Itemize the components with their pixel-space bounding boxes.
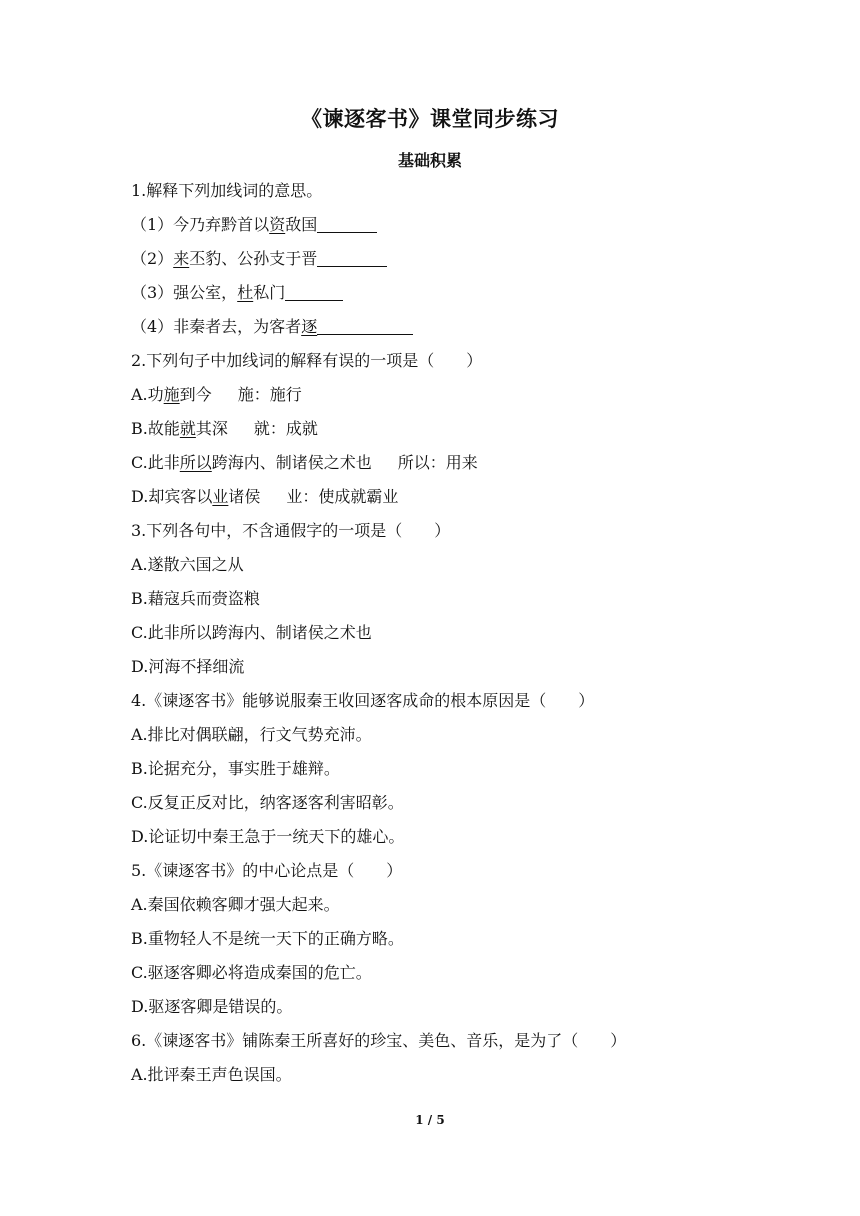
answer-blank[interactable] bbox=[317, 318, 413, 335]
question-1-item: （3）强公室，杜私门 bbox=[131, 282, 343, 304]
question-3-stem: 3.下列各句中，不含通假字的一项是（ ） bbox=[131, 521, 451, 540]
question-1-stem: 1.解释下列加线词的意思。 bbox=[131, 181, 323, 200]
question-1-item: （4）非秦者去，为客者逐 bbox=[131, 316, 413, 338]
question-4-option: A.排比对偶联翩，行文气势充沛。 bbox=[131, 725, 372, 744]
page-number: 1 / 5 bbox=[415, 1113, 445, 1127]
question-2-option: C.此非所以跨海内、制诸侯之术也 所以：用来 bbox=[131, 453, 478, 472]
question-1-item: （2）来丕豹、公孙支于晋 bbox=[131, 248, 387, 270]
question-5-option: B.重物轻人不是统一天下的正确方略。 bbox=[131, 929, 404, 948]
question-2-option: A.功施到今 施：施行 bbox=[131, 385, 302, 404]
question-4-option: D.论证切中秦王急于一统天下的雄心。 bbox=[131, 827, 405, 846]
section-heading: 基础积累 bbox=[397, 151, 462, 170]
question-5-option: C.驱逐客卿必将造成秦国的危亡。 bbox=[131, 963, 372, 982]
question-3-option: D.河海不择细流 bbox=[131, 657, 245, 676]
question-3-option: A.遂散六国之从 bbox=[131, 555, 244, 574]
question-4-option: B.论据充分，事实胜于雄辩。 bbox=[131, 759, 340, 778]
question-5-option: D.驱逐客卿是错误的。 bbox=[131, 997, 293, 1016]
question-6-option: A.批评秦王声色误国。 bbox=[131, 1065, 292, 1084]
question-3-option: C.此非所以跨海内、制诸侯之术也 bbox=[131, 623, 372, 642]
question-5-stem: 5.《谏逐客书》的中心论点是（ ） bbox=[131, 861, 403, 880]
answer-blank[interactable] bbox=[317, 250, 387, 267]
page-title: 《谏逐客书》课堂同步练习 bbox=[301, 106, 559, 131]
question-6-stem: 6.《谏逐客书》铺陈秦王所喜好的珍宝、美色、音乐，是为了（ ） bbox=[131, 1031, 627, 1050]
question-2-option: B.故能就其深 就：成就 bbox=[131, 419, 318, 438]
answer-blank[interactable] bbox=[317, 216, 377, 233]
question-4-stem: 4.《谏逐客书》能够说服秦王收回逐客成命的根本原因是（ ） bbox=[131, 691, 595, 710]
question-2-stem: 2.下列句子中加线词的解释有误的一项是（ ） bbox=[131, 351, 483, 370]
question-3-option: B.藉寇兵而赍盗粮 bbox=[131, 589, 260, 608]
question-1-item: （1）今乃弃黔首以资敌国 bbox=[131, 214, 377, 236]
answer-blank[interactable] bbox=[285, 284, 343, 301]
question-5-option: A.秦国依赖客卿才强大起来。 bbox=[131, 895, 340, 914]
question-2-option: D.却宾客以业诸侯 业：使成就霸业 bbox=[131, 487, 399, 506]
question-4-option: C.反复正反对比，纳客逐客利害昭彰。 bbox=[131, 793, 404, 812]
